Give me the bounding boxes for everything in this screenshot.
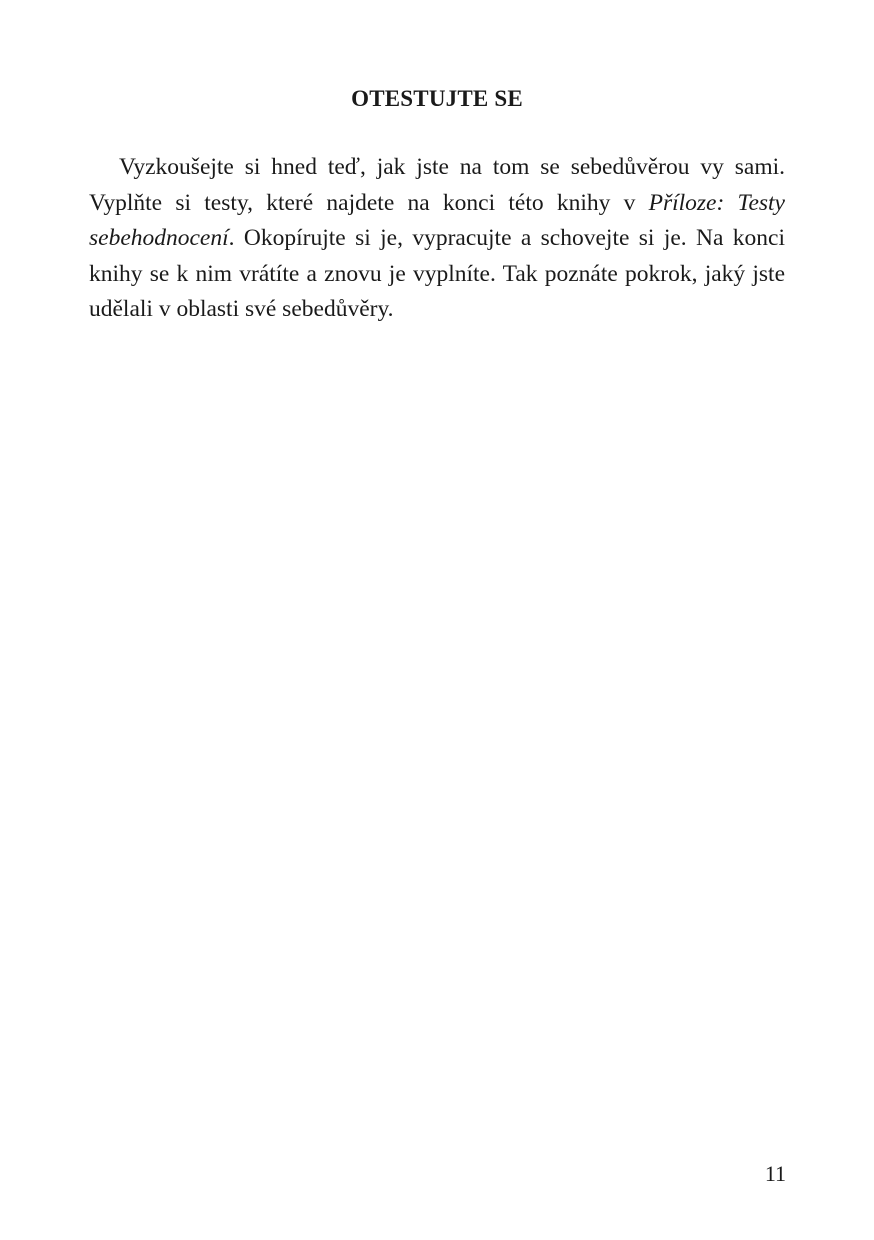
paragraph-text-end: . Okopírujte si je, vypracujte a schovejte si je. Na konci knihy se k nim vrátíte a znovu je vyplníte. Tak poznáte pokrok, jaký jste udělali v oblasti své sebedůvěry. bbox=[89, 225, 785, 322]
body-paragraph bbox=[89, 150, 785, 328]
section-heading: OTESTUJTE SE bbox=[351, 86, 523, 111]
paragraph-emphasis: Příloze: Testy sebehodnocení bbox=[89, 189, 785, 251]
page-number: 11 bbox=[764, 1161, 786, 1186]
paragraph-text-start: Vyzkoušejte si hned teď, jak jste na tom se sebedůvěrou vy sami. Vyplňte si testy, které najdete na konci této knihy v bbox=[89, 154, 785, 216]
